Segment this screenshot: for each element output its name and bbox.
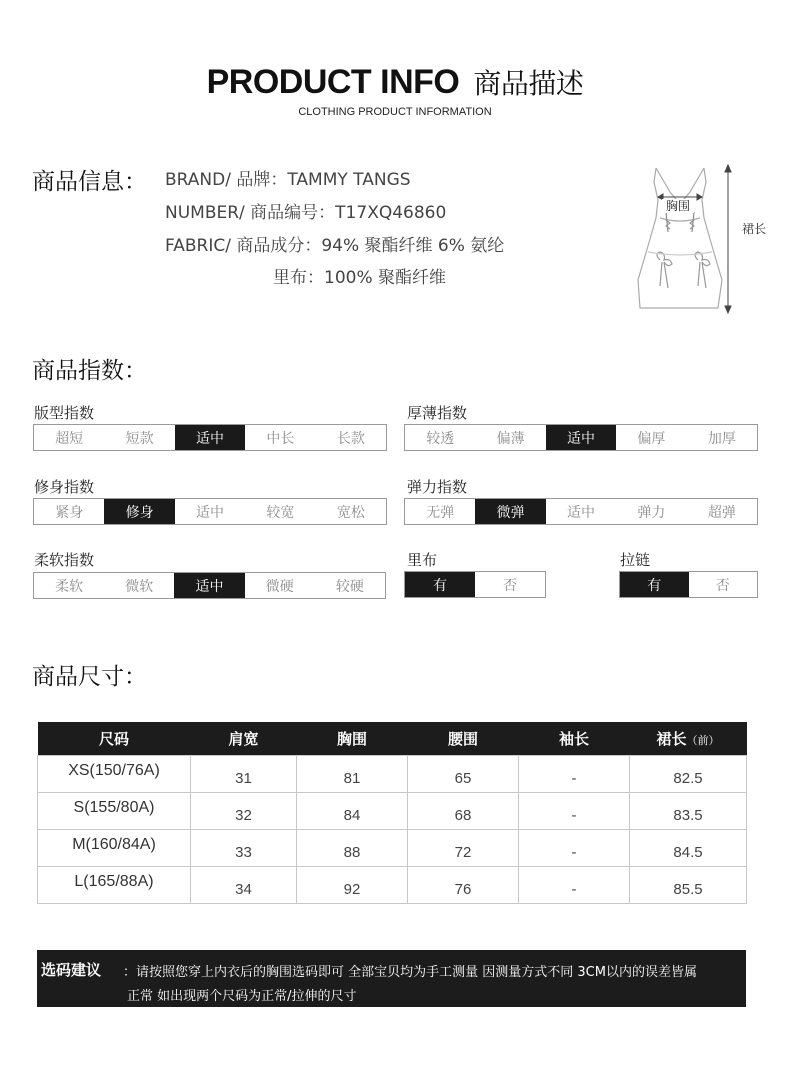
size-cell: L(165/88A) (38, 866, 191, 903)
zipper-option-yes: 有 (620, 572, 689, 597)
fit-option-4: 中长 (266, 430, 295, 447)
elastic-option-4: 弹力 (637, 504, 666, 521)
col-shoulder: 肩宽 (191, 722, 297, 755)
elastic-option-3: 适中 (567, 504, 596, 521)
length-arrow-up-icon (725, 165, 731, 172)
length-cell: 84.5 (630, 829, 747, 866)
length-cell: 82.5 (630, 755, 747, 792)
col-length-note: （前） (686, 733, 720, 747)
title-cn: 商品描述 (473, 67, 584, 100)
slim-option-3: 适中 (196, 504, 225, 521)
chest-cell: 81 (297, 755, 408, 792)
elastic-option-2: 微弹 (475, 499, 545, 524)
info-heading: 商品信息： (32, 169, 147, 195)
slim-option-5: 宽松 (336, 504, 365, 521)
col-length: 裙长 (656, 729, 687, 748)
indices-heading: 商品指数： (32, 358, 147, 384)
shoulder-cell: 32 (191, 792, 297, 829)
length-label: 裙长 (742, 222, 767, 236)
lining-index-scale (404, 571, 546, 598)
title-en: PRODUCT INFO (206, 63, 460, 101)
sizes-heading: 商品尺寸： (32, 664, 147, 690)
waist-cell: 76 (408, 866, 519, 903)
fit-option-5: 长款 (336, 430, 365, 447)
chest-cell: 92 (297, 866, 408, 903)
col-sleeve: 袖长 (519, 722, 630, 755)
elastic-index-label: 弹力指数 (407, 478, 468, 496)
chest-cell: 88 (297, 829, 408, 866)
shoulder-cell: 31 (191, 755, 297, 792)
soft-option-1: 柔软 (55, 578, 84, 595)
size-cell: S(155/80A) (38, 792, 191, 829)
slim-option-4: 较宽 (266, 504, 295, 521)
table-row (38, 755, 747, 792)
slim-index-label: 修身指数 (34, 478, 95, 496)
soft-option-5: 较硬 (335, 578, 364, 595)
page-title (0, 62, 790, 102)
length-cell: 85.5 (630, 866, 747, 903)
table-row (38, 792, 747, 829)
dress-measure-figure (620, 160, 780, 320)
waist-cell: 68 (408, 792, 519, 829)
size-advice-box (37, 950, 746, 1007)
sleeve-cell: - (519, 792, 630, 829)
dress-outline-icon (638, 168, 722, 308)
sleeve-cell: - (519, 829, 630, 866)
chest-label: 胸围 (665, 199, 691, 213)
size-table-header (38, 722, 747, 755)
table-row (38, 829, 747, 866)
slim-option-1: 紧身 (55, 504, 84, 521)
col-waist: 腰围 (408, 722, 519, 755)
shoulder-cell: 33 (191, 829, 297, 866)
soft-option-3: 适中 (174, 573, 244, 598)
advice-label: 选码建议 (41, 961, 102, 979)
lining-index-label: 里布 (407, 551, 438, 569)
length-cell: 83.5 (630, 792, 747, 829)
fabric-line: FABRIC/ 商品成分：94% 聚酯纤维 6% 氨纶 (165, 236, 505, 256)
elastic-index-scale (404, 498, 758, 525)
table-row (38, 866, 747, 903)
brand-line: BRAND/ 品牌：TAMMY TANGS (165, 170, 411, 190)
number-line: NUMBER/ 商品编号：T17XQ46860 (165, 203, 447, 223)
sleeve-cell: - (519, 755, 630, 792)
thickness-option-2: 偏薄 (496, 430, 525, 447)
col-size: 尺码 (38, 722, 191, 755)
fit-index-label: 版型指数 (34, 404, 95, 422)
soft-option-2: 微软 (125, 578, 154, 595)
slim-index-scale (33, 498, 387, 525)
fit-option-2: 短款 (125, 430, 154, 447)
advice-text-line2: 正常 如出现两个尺码为正常/拉伸的尺寸 (127, 989, 357, 1004)
lining-option-yes: 有 (405, 572, 475, 597)
thickness-option-5: 加厚 (707, 430, 736, 447)
waist-cell: 72 (408, 829, 519, 866)
thickness-option-4: 偏厚 (637, 430, 666, 447)
slim-option-2: 修身 (104, 499, 174, 524)
lining-line: 里布：100% 聚酯纤维 (273, 268, 447, 288)
col-length-header (630, 722, 747, 755)
fit-index-scale (33, 424, 387, 451)
thickness-option-1: 较透 (426, 430, 455, 447)
thickness-option-3: 适中 (546, 425, 616, 450)
lining-option-no: 否 (503, 577, 517, 594)
chest-cell: 84 (297, 792, 408, 829)
fit-option-3: 适中 (175, 425, 245, 450)
size-table (37, 722, 747, 904)
sleeve-cell: - (519, 866, 630, 903)
soft-index-label: 柔软指数 (34, 551, 95, 569)
elastic-option-1: 无弹 (426, 504, 455, 521)
thickness-index-label: 厚薄指数 (407, 404, 468, 422)
elastic-option-5: 超弹 (707, 504, 736, 521)
page-subtitle: CLOTHING PRODUCT INFORMATION (298, 106, 492, 118)
size-cell: XS(150/76A) (38, 755, 191, 792)
zipper-option-no: 否 (715, 577, 730, 594)
length-arrow-down-icon (725, 306, 731, 313)
zipper-index-scale (619, 571, 758, 598)
advice-text-line1: ：请按照您穿上内衣后的胸围选码即可 全部宝贝均为手工测量 因测量方式不同 3CM以内的误差皆属 (123, 965, 697, 980)
zipper-index-label: 拉链 (620, 551, 651, 569)
chest-arrow-right-icon (697, 194, 702, 200)
size-cell: M(160/84A) (38, 829, 191, 866)
soft-index-scale (33, 572, 386, 599)
col-chest: 胸围 (297, 722, 408, 755)
thickness-index-scale (404, 424, 758, 451)
shoulder-cell: 34 (191, 866, 297, 903)
fit-option-1: 超短 (55, 430, 84, 447)
waist-cell: 65 (408, 755, 519, 792)
soft-option-4: 微硬 (265, 578, 294, 595)
